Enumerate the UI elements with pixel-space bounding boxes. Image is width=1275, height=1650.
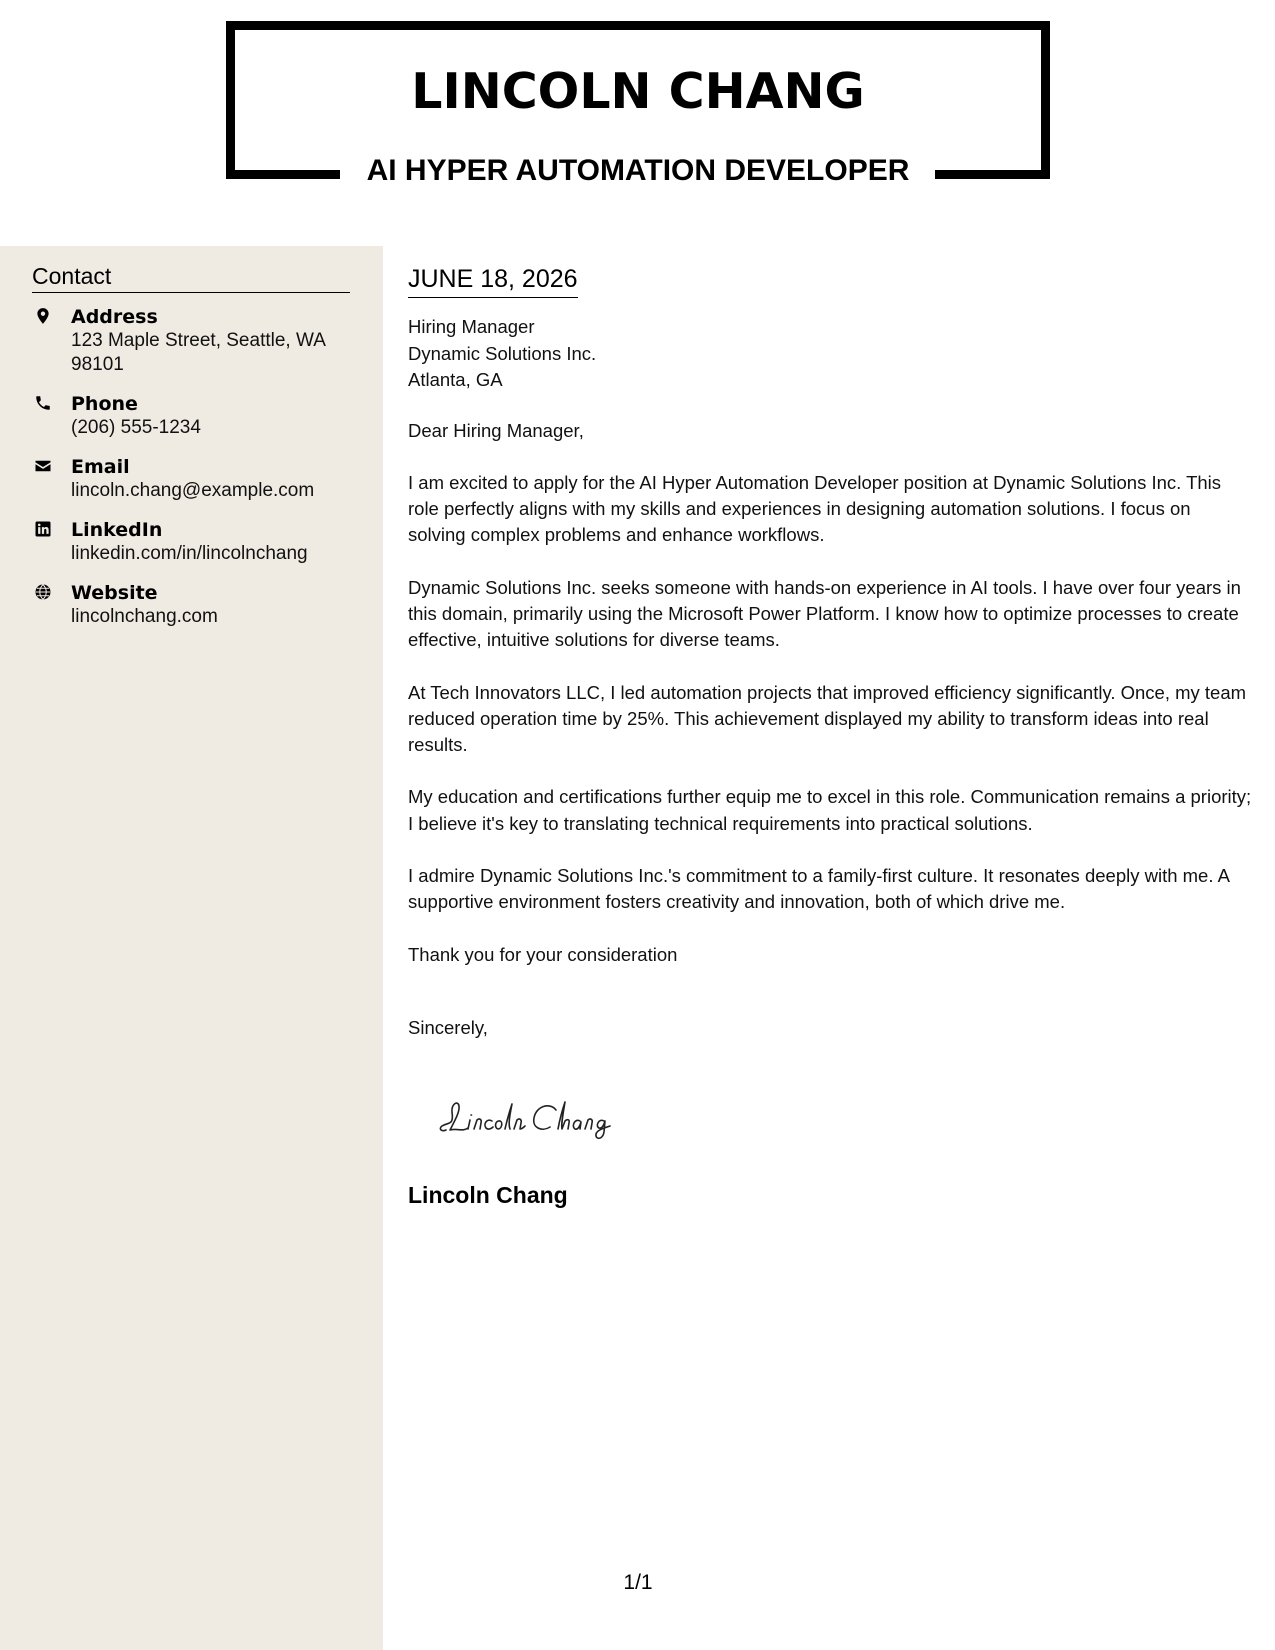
body-paragraph: My education and certifications further equip me to excel in this role. Communication remains a priority; I believe it's key to translating technical requirements into practical solutions.: [408, 786, 1252, 834]
handwritten-signature: [432, 1092, 652, 1142]
address-line-2: 98101: [71, 354, 124, 375]
phone-value: (206) 555-1234: [71, 417, 201, 438]
body-paragraph: Dynamic Solutions Inc. seeks someone with hands-on experience in AI tools. I have over four years in this domain, primarily using the Microsoft Power Platform. I know how to optimize processes to create effective, intuitive solutions for diverse teams.: [408, 576, 1241, 651]
phone-icon: [34, 394, 52, 412]
signer-name: Lincoln Chang: [408, 1182, 568, 1208]
applicant-name: LINCOLN CHANG: [411, 63, 865, 120]
job-title: AI HYPER AUTOMATION DEVELOPER: [366, 154, 910, 187]
letter-date: JUNE 18, 2026: [408, 262, 578, 298]
contact-item-email: [32, 455, 362, 503]
address-label: Address: [71, 306, 158, 328]
salutation: Dear Hiring Manager,: [408, 419, 584, 441]
page-number: 1/1: [623, 1571, 653, 1594]
recipient-title: Hiring Manager: [408, 316, 535, 337]
letter-body: [408, 262, 1253, 1041]
thank-you-line: Thank you for your consideration: [408, 943, 678, 965]
recipient-block: [408, 314, 1253, 394]
website-label: Website: [71, 582, 158, 604]
linkedin-icon: [34, 520, 52, 538]
closing: Sincerely,: [408, 1016, 488, 1038]
body-paragraph: At Tech Innovators LLC, I led automation projects that improved efficiency significantly. Once, my team reduced operation time by 25%. This achievement displayed my ability to transform ideas into real results.: [408, 681, 1247, 756]
linkedin-value: linkedin.com/in/lincolnchang: [71, 543, 308, 564]
phone-label: Phone: [71, 393, 138, 415]
body-paragraph: I am excited to apply for the AI Hyper Automation Developer position at Dynamic Solutions Inc. This role perfectly aligns with my skills and experiences in designing automation solutions. I focus on solving complex problems and enhance workflows.: [408, 471, 1222, 546]
contact-item-linkedin: [32, 518, 362, 566]
address-line-1: 123 Maple Street, Seattle, WA: [71, 330, 326, 351]
contact-item-address: [32, 305, 362, 377]
contact-heading: Contact: [32, 262, 350, 293]
recipient-company: Dynamic Solutions Inc.: [408, 342, 597, 364]
email-label: Email: [71, 456, 130, 478]
frame-top-border: [226, 21, 1050, 30]
email-value: lincoln.chang@example.com: [71, 480, 315, 501]
recipient-location: Atlanta, GA: [408, 369, 503, 390]
contact-item-website: [32, 581, 362, 629]
contact-list: [32, 305, 362, 644]
linkedin-label: LinkedIn: [71, 519, 163, 541]
globe-icon: [34, 583, 52, 601]
website-value: lincolnchang.com: [71, 606, 218, 627]
envelope-icon: [34, 457, 52, 475]
body-paragraph: I admire Dynamic Solutions Inc.'s commitment to a family-first culture. It resonates deeply with me. A supportive environment fosters creativity and innovation, both of which drive me.: [408, 865, 1229, 913]
contact-item-phone: [32, 392, 362, 440]
location-pin-icon: [34, 307, 52, 325]
